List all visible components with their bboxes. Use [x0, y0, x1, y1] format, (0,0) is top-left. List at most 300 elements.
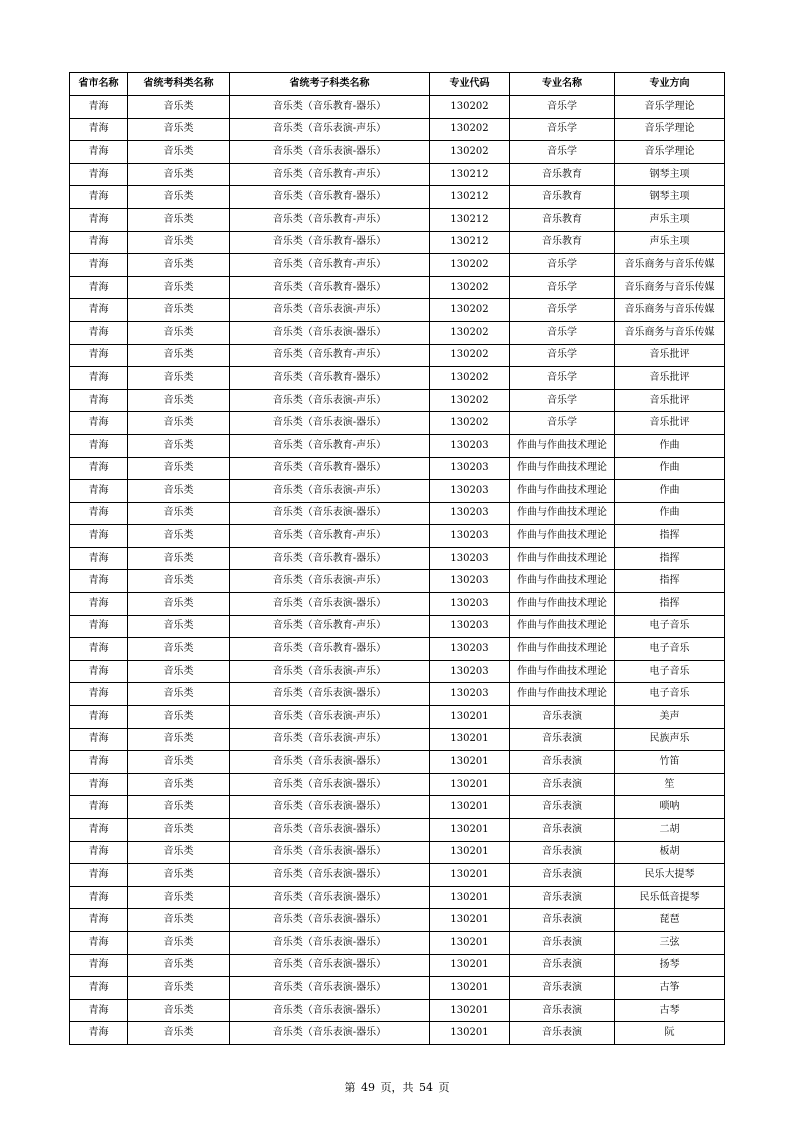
cell-major-direction: 唢呐 — [615, 796, 725, 819]
cell-province: 青海 — [70, 163, 128, 186]
cell-category: 音乐类 — [128, 547, 230, 570]
cell-province: 青海 — [70, 706, 128, 729]
cell-major-code: 130201 — [430, 773, 510, 796]
cell-category: 音乐类 — [128, 457, 230, 480]
cell-category: 音乐类 — [128, 570, 230, 593]
cell-major-name: 作曲与作曲技术理论 — [510, 615, 615, 638]
cell-major-direction: 钢琴主项 — [615, 186, 725, 209]
cell-province: 青海 — [70, 728, 128, 751]
cell-major-code: 130202 — [430, 344, 510, 367]
cell-major-code: 130202 — [430, 299, 510, 322]
table-row — [70, 593, 725, 616]
cell-major-direction: 古筝 — [615, 977, 725, 1000]
cell-major-name: 音乐学 — [510, 118, 615, 141]
cell-category: 音乐类 — [128, 841, 230, 864]
cell-major-direction: 音乐批评 — [615, 367, 725, 390]
table-row — [70, 638, 725, 661]
table-row — [70, 977, 725, 1000]
footer-current-page: 49 — [361, 1081, 375, 1094]
col-header-major-name: 专业名称 — [510, 73, 615, 96]
cell-major-code: 130212 — [430, 208, 510, 231]
cell-major-direction: 三弦 — [615, 931, 725, 954]
cell-subcategory: 音乐类（音乐教育-器乐） — [230, 231, 430, 254]
cell-major-code: 130201 — [430, 728, 510, 751]
cell-category: 音乐类 — [128, 660, 230, 683]
cell-province: 青海 — [70, 457, 128, 480]
cell-province: 青海 — [70, 389, 128, 412]
cell-province: 青海 — [70, 186, 128, 209]
table-row — [70, 254, 725, 277]
cell-major-name: 音乐学 — [510, 254, 615, 277]
cell-major-code: 130212 — [430, 231, 510, 254]
cell-major-name: 音乐学 — [510, 389, 615, 412]
cell-major-code: 130202 — [430, 412, 510, 435]
cell-major-code: 130201 — [430, 931, 510, 954]
cell-major-name: 音乐表演 — [510, 706, 615, 729]
cell-category: 音乐类 — [128, 909, 230, 932]
cell-province: 青海 — [70, 796, 128, 819]
footer-suffix: 页 — [438, 1081, 450, 1094]
cell-major-name: 作曲与作曲技术理论 — [510, 660, 615, 683]
cell-major-direction: 音乐批评 — [615, 389, 725, 412]
cell-subcategory: 音乐类（音乐教育-器乐） — [230, 547, 430, 570]
cell-major-code: 130203 — [430, 638, 510, 661]
cell-major-direction: 美声 — [615, 706, 725, 729]
cell-category: 音乐类 — [128, 615, 230, 638]
table-row — [70, 208, 725, 231]
table-row — [70, 276, 725, 299]
cell-province: 青海 — [70, 638, 128, 661]
cell-subcategory: 音乐类（音乐表演-声乐） — [230, 660, 430, 683]
cell-subcategory: 音乐类（音乐表演-器乐） — [230, 977, 430, 1000]
cell-category: 音乐类 — [128, 96, 230, 119]
cell-category: 音乐类 — [128, 999, 230, 1022]
table-row — [70, 299, 725, 322]
cell-major-direction: 民族声乐 — [615, 728, 725, 751]
cell-subcategory: 音乐类（音乐表演-器乐） — [230, 751, 430, 774]
cell-subcategory: 音乐类（音乐表演-器乐） — [230, 819, 430, 842]
cell-province: 青海 — [70, 276, 128, 299]
cell-major-code: 130203 — [430, 457, 510, 480]
major-table — [69, 72, 725, 1045]
cell-category: 音乐类 — [128, 254, 230, 277]
table-row — [70, 344, 725, 367]
table-row — [70, 118, 725, 141]
table-row — [70, 841, 725, 864]
cell-major-direction: 音乐商务与音乐传媒 — [615, 276, 725, 299]
cell-province: 青海 — [70, 999, 128, 1022]
cell-major-code: 130203 — [430, 593, 510, 616]
cell-subcategory: 音乐类（音乐表演-器乐） — [230, 954, 430, 977]
cell-subcategory: 音乐类（音乐表演-器乐） — [230, 141, 430, 164]
cell-major-direction: 音乐商务与音乐传媒 — [615, 254, 725, 277]
cell-major-direction: 音乐商务与音乐传媒 — [615, 321, 725, 344]
table-row — [70, 864, 725, 887]
cell-category: 音乐类 — [128, 931, 230, 954]
cell-subcategory: 音乐类（音乐表演-器乐） — [230, 841, 430, 864]
cell-major-direction: 钢琴主项 — [615, 163, 725, 186]
cell-major-code: 130202 — [430, 321, 510, 344]
cell-province: 青海 — [70, 367, 128, 390]
cell-major-code: 130201 — [430, 909, 510, 932]
cell-major-direction: 二胡 — [615, 819, 725, 842]
cell-category: 音乐类 — [128, 751, 230, 774]
table-row — [70, 886, 725, 909]
cell-major-code: 130203 — [430, 525, 510, 548]
cell-category: 音乐类 — [128, 186, 230, 209]
cell-major-code: 130201 — [430, 977, 510, 1000]
cell-category: 音乐类 — [128, 977, 230, 1000]
cell-major-name: 作曲与作曲技术理论 — [510, 547, 615, 570]
cell-category: 音乐类 — [128, 367, 230, 390]
table-row — [70, 389, 725, 412]
cell-subcategory: 音乐类（音乐表演-器乐） — [230, 1022, 430, 1045]
cell-subcategory: 音乐类（音乐表演-器乐） — [230, 796, 430, 819]
cell-category: 音乐类 — [128, 276, 230, 299]
cell-subcategory: 音乐类（音乐教育-声乐） — [230, 254, 430, 277]
cell-major-direction: 古琴 — [615, 999, 725, 1022]
cell-major-name: 作曲与作曲技术理论 — [510, 480, 615, 503]
cell-subcategory: 音乐类（音乐表演-器乐） — [230, 886, 430, 909]
cell-category: 音乐类 — [128, 886, 230, 909]
cell-major-name: 作曲与作曲技术理论 — [510, 570, 615, 593]
table-row — [70, 570, 725, 593]
cell-province: 青海 — [70, 570, 128, 593]
table-row — [70, 773, 725, 796]
cell-province: 青海 — [70, 321, 128, 344]
cell-major-direction: 电子音乐 — [615, 683, 725, 706]
cell-major-direction: 作曲 — [615, 480, 725, 503]
cell-subcategory: 音乐类（音乐教育-声乐） — [230, 208, 430, 231]
cell-category: 音乐类 — [128, 864, 230, 887]
table-row — [70, 751, 725, 774]
table-header-row — [70, 73, 725, 96]
table-row — [70, 931, 725, 954]
cell-subcategory: 音乐类（音乐表演-声乐） — [230, 480, 430, 503]
cell-major-name: 音乐表演 — [510, 977, 615, 1000]
cell-category: 音乐类 — [128, 819, 230, 842]
table-row — [70, 525, 725, 548]
cell-province: 青海 — [70, 819, 128, 842]
cell-major-direction: 音乐学理论 — [615, 141, 725, 164]
table-row — [70, 412, 725, 435]
cell-subcategory: 音乐类（音乐表演-器乐） — [230, 864, 430, 887]
table-row — [70, 660, 725, 683]
cell-major-name: 作曲与作曲技术理论 — [510, 434, 615, 457]
cell-category: 音乐类 — [128, 208, 230, 231]
table-row — [70, 231, 725, 254]
col-header-major-code: 专业代码 — [430, 73, 510, 96]
table-row — [70, 909, 725, 932]
cell-major-direction: 电子音乐 — [615, 638, 725, 661]
cell-province: 青海 — [70, 977, 128, 1000]
cell-category: 音乐类 — [128, 728, 230, 751]
col-header-category: 省统考科类名称 — [128, 73, 230, 96]
cell-category: 音乐类 — [128, 502, 230, 525]
cell-subcategory: 音乐类（音乐表演-声乐） — [230, 389, 430, 412]
col-header-province: 省市名称 — [70, 73, 128, 96]
cell-major-name: 音乐学 — [510, 321, 615, 344]
cell-major-name: 音乐表演 — [510, 751, 615, 774]
cell-subcategory: 音乐类（音乐表演-器乐） — [230, 931, 430, 954]
cell-major-direction: 指挥 — [615, 570, 725, 593]
table-row — [70, 480, 725, 503]
cell-major-direction: 声乐主项 — [615, 231, 725, 254]
cell-major-direction: 音乐学理论 — [615, 118, 725, 141]
cell-subcategory: 音乐类（音乐教育-器乐） — [230, 96, 430, 119]
cell-subcategory: 音乐类（音乐教育-器乐） — [230, 638, 430, 661]
cell-subcategory: 音乐类（音乐表演-器乐） — [230, 909, 430, 932]
cell-major-name: 音乐教育 — [510, 186, 615, 209]
cell-major-name: 音乐表演 — [510, 864, 615, 887]
cell-major-direction: 琵琶 — [615, 909, 725, 932]
cell-province: 青海 — [70, 208, 128, 231]
table-row — [70, 457, 725, 480]
cell-major-name: 音乐表演 — [510, 773, 615, 796]
table-row — [70, 615, 725, 638]
cell-major-code: 130201 — [430, 1022, 510, 1045]
cell-category: 音乐类 — [128, 593, 230, 616]
table-row — [70, 367, 725, 390]
cell-province: 青海 — [70, 615, 128, 638]
cell-major-code: 130201 — [430, 886, 510, 909]
cell-category: 音乐类 — [128, 118, 230, 141]
cell-province: 青海 — [70, 299, 128, 322]
cell-province: 青海 — [70, 254, 128, 277]
cell-major-name: 音乐表演 — [510, 999, 615, 1022]
table-row — [70, 96, 725, 119]
cell-major-code: 130202 — [430, 389, 510, 412]
cell-major-direction: 作曲 — [615, 502, 725, 525]
cell-subcategory: 音乐类（音乐表演-器乐） — [230, 321, 430, 344]
table-row — [70, 321, 725, 344]
cell-subcategory: 音乐类（音乐表演-器乐） — [230, 412, 430, 435]
cell-subcategory: 音乐类（音乐表演-器乐） — [230, 999, 430, 1022]
cell-major-direction: 指挥 — [615, 525, 725, 548]
table-row — [70, 796, 725, 819]
table-row — [70, 434, 725, 457]
cell-subcategory: 音乐类（音乐教育-器乐） — [230, 457, 430, 480]
cell-province: 青海 — [70, 96, 128, 119]
cell-subcategory: 音乐类（音乐表演-声乐） — [230, 570, 430, 593]
cell-province: 青海 — [70, 886, 128, 909]
cell-major-name: 音乐学 — [510, 412, 615, 435]
cell-major-direction: 音乐学理论 — [615, 96, 725, 119]
cell-major-direction: 指挥 — [615, 547, 725, 570]
cell-major-name: 音乐学 — [510, 96, 615, 119]
cell-major-direction: 指挥 — [615, 593, 725, 616]
cell-major-code: 130203 — [430, 660, 510, 683]
cell-province: 青海 — [70, 1022, 128, 1045]
table-row — [70, 163, 725, 186]
cell-major-name: 音乐表演 — [510, 728, 615, 751]
cell-major-direction: 民乐低音提琴 — [615, 886, 725, 909]
cell-major-name: 音乐学 — [510, 276, 615, 299]
cell-major-direction: 电子音乐 — [615, 660, 725, 683]
cell-major-direction: 作曲 — [615, 457, 725, 480]
cell-subcategory: 音乐类（音乐教育-声乐） — [230, 344, 430, 367]
cell-category: 音乐类 — [128, 1022, 230, 1045]
cell-major-code: 130201 — [430, 706, 510, 729]
cell-major-direction: 笙 — [615, 773, 725, 796]
cell-major-name: 音乐学 — [510, 141, 615, 164]
cell-major-code: 130202 — [430, 276, 510, 299]
cell-major-name: 音乐表演 — [510, 1022, 615, 1045]
cell-major-code: 130203 — [430, 683, 510, 706]
cell-major-code: 130201 — [430, 751, 510, 774]
table-row — [70, 954, 725, 977]
cell-major-code: 130203 — [430, 502, 510, 525]
cell-major-direction: 音乐批评 — [615, 412, 725, 435]
cell-province: 青海 — [70, 954, 128, 977]
cell-major-code: 130212 — [430, 186, 510, 209]
cell-major-name: 音乐学 — [510, 344, 615, 367]
table-row — [70, 502, 725, 525]
cell-major-name: 音乐教育 — [510, 163, 615, 186]
cell-subcategory: 音乐类（音乐表演-声乐） — [230, 118, 430, 141]
cell-major-name: 作曲与作曲技术理论 — [510, 457, 615, 480]
cell-province: 青海 — [70, 525, 128, 548]
cell-province: 青海 — [70, 864, 128, 887]
cell-major-name: 作曲与作曲技术理论 — [510, 502, 615, 525]
cell-major-name: 音乐表演 — [510, 796, 615, 819]
cell-major-code: 130203 — [430, 480, 510, 503]
cell-major-direction: 阮 — [615, 1022, 725, 1045]
cell-category: 音乐类 — [128, 434, 230, 457]
table-row — [70, 683, 725, 706]
cell-category: 音乐类 — [128, 796, 230, 819]
cell-major-code: 130203 — [430, 434, 510, 457]
cell-subcategory: 音乐类（音乐教育-声乐） — [230, 163, 430, 186]
cell-subcategory: 音乐类（音乐教育-声乐） — [230, 615, 430, 638]
cell-major-name: 作曲与作曲技术理论 — [510, 593, 615, 616]
cell-major-code: 130212 — [430, 163, 510, 186]
cell-major-code: 130203 — [430, 547, 510, 570]
cell-major-code: 130202 — [430, 367, 510, 390]
cell-category: 音乐类 — [128, 321, 230, 344]
cell-major-name: 音乐表演 — [510, 931, 615, 954]
cell-major-name: 作曲与作曲技术理论 — [510, 683, 615, 706]
cell-category: 音乐类 — [128, 638, 230, 661]
cell-major-code: 130203 — [430, 570, 510, 593]
cell-major-name: 音乐表演 — [510, 909, 615, 932]
cell-major-name: 作曲与作曲技术理论 — [510, 525, 615, 548]
cell-subcategory: 音乐类（音乐表演-器乐） — [230, 773, 430, 796]
cell-major-direction: 竹笛 — [615, 751, 725, 774]
cell-major-direction: 扬琴 — [615, 954, 725, 977]
cell-major-direction: 板胡 — [615, 841, 725, 864]
cell-major-code: 130202 — [430, 96, 510, 119]
cell-major-name: 音乐学 — [510, 299, 615, 322]
cell-major-name: 音乐学 — [510, 367, 615, 390]
cell-subcategory: 音乐类（音乐表演-器乐） — [230, 683, 430, 706]
cell-category: 音乐类 — [128, 299, 230, 322]
table-row — [70, 141, 725, 164]
cell-subcategory: 音乐类（音乐教育-声乐） — [230, 525, 430, 548]
cell-major-code: 130202 — [430, 141, 510, 164]
table-row — [70, 706, 725, 729]
cell-major-name: 作曲与作曲技术理论 — [510, 638, 615, 661]
col-header-subcategory: 省统考子科类名称 — [230, 73, 430, 96]
cell-province: 青海 — [70, 480, 128, 503]
table-row — [70, 547, 725, 570]
cell-subcategory: 音乐类（音乐表演-声乐） — [230, 706, 430, 729]
table-row — [70, 186, 725, 209]
cell-category: 音乐类 — [128, 706, 230, 729]
cell-major-name: 音乐表演 — [510, 886, 615, 909]
cell-subcategory: 音乐类（音乐表演-声乐） — [230, 299, 430, 322]
table-row — [70, 1022, 725, 1045]
cell-major-code: 130203 — [430, 615, 510, 638]
cell-major-code: 130201 — [430, 954, 510, 977]
cell-category: 音乐类 — [128, 389, 230, 412]
cell-province: 青海 — [70, 593, 128, 616]
cell-major-name: 音乐表演 — [510, 819, 615, 842]
cell-major-name: 音乐表演 — [510, 841, 615, 864]
cell-category: 音乐类 — [128, 773, 230, 796]
cell-major-direction: 电子音乐 — [615, 615, 725, 638]
cell-major-code: 130202 — [430, 254, 510, 277]
footer-prefix: 第 — [344, 1081, 356, 1094]
cell-subcategory: 音乐类（音乐教育-器乐） — [230, 367, 430, 390]
cell-category: 音乐类 — [128, 163, 230, 186]
cell-subcategory: 音乐类（音乐教育-声乐） — [230, 434, 430, 457]
cell-major-code: 130201 — [430, 864, 510, 887]
cell-province: 青海 — [70, 931, 128, 954]
cell-province: 青海 — [70, 683, 128, 706]
cell-major-code: 130201 — [430, 796, 510, 819]
cell-major-code: 130201 — [430, 999, 510, 1022]
cell-major-direction: 声乐主项 — [615, 208, 725, 231]
cell-province: 青海 — [70, 547, 128, 570]
cell-province: 青海 — [70, 909, 128, 932]
cell-category: 音乐类 — [128, 344, 230, 367]
cell-province: 青海 — [70, 412, 128, 435]
footer-total-pages: 54 — [419, 1081, 433, 1094]
cell-province: 青海 — [70, 660, 128, 683]
cell-major-direction: 作曲 — [615, 434, 725, 457]
cell-major-code: 130201 — [430, 841, 510, 864]
cell-major-direction: 音乐批评 — [615, 344, 725, 367]
cell-category: 音乐类 — [128, 954, 230, 977]
cell-major-direction: 民乐大提琴 — [615, 864, 725, 887]
cell-major-direction: 音乐商务与音乐传媒 — [615, 299, 725, 322]
cell-major-code: 130201 — [430, 819, 510, 842]
cell-province: 青海 — [70, 773, 128, 796]
table-row — [70, 999, 725, 1022]
cell-category: 音乐类 — [128, 231, 230, 254]
cell-category: 音乐类 — [128, 683, 230, 706]
cell-category: 音乐类 — [128, 525, 230, 548]
cell-subcategory: 音乐类（音乐表演-器乐） — [230, 593, 430, 616]
col-header-major-direction: 专业方向 — [615, 73, 725, 96]
table-body — [70, 96, 725, 1045]
cell-subcategory: 音乐类（音乐教育-器乐） — [230, 276, 430, 299]
cell-major-code: 130202 — [430, 118, 510, 141]
cell-subcategory: 音乐类（音乐表演-声乐） — [230, 728, 430, 751]
cell-category: 音乐类 — [128, 480, 230, 503]
cell-subcategory: 音乐类（音乐教育-器乐） — [230, 186, 430, 209]
cell-province: 青海 — [70, 118, 128, 141]
cell-major-name: 音乐教育 — [510, 231, 615, 254]
footer-mid: 页，共 — [380, 1081, 414, 1094]
page-footer — [0, 1079, 794, 1095]
cell-province: 青海 — [70, 751, 128, 774]
cell-province: 青海 — [70, 841, 128, 864]
table-row — [70, 819, 725, 842]
cell-province: 青海 — [70, 434, 128, 457]
cell-category: 音乐类 — [128, 412, 230, 435]
